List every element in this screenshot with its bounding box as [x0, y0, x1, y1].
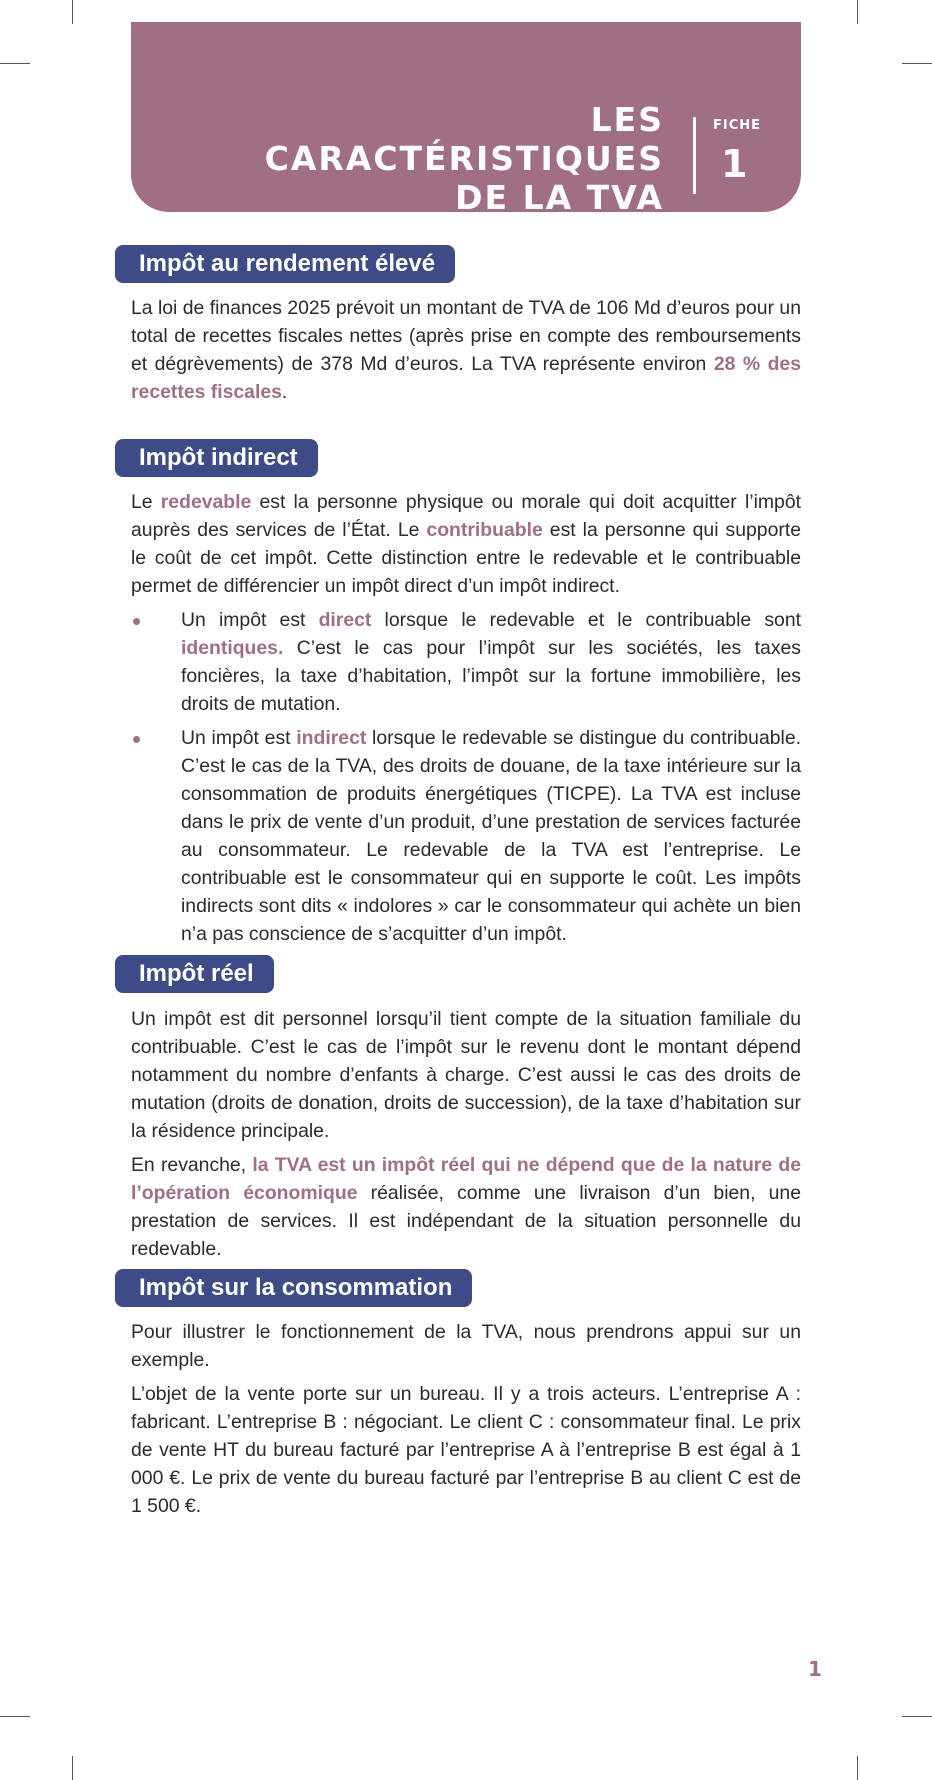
page-number: 1	[808, 1657, 822, 1681]
text: réalisée, comme une livraison d’un bien, une prestation de services. Il est indépendant de la situation personnelle du redevable.	[131, 1182, 801, 1260]
section-heading-consommation: Impôt sur la consommation	[115, 1269, 472, 1307]
text: C’est le cas pour l’impôt sur les sociétés, les taxes foncières, la taxe d’habitation, l’impôt sur la fortune immobilière, les droits de mutation.	[181, 637, 801, 715]
text: En revanche,	[131, 1154, 253, 1176]
title-line-2: DE LA TVA	[455, 178, 664, 217]
section-heading-reel: Impôt réel	[115, 955, 274, 993]
paragraph	[131, 1151, 801, 1263]
highlight-text: identiques.	[181, 637, 284, 659]
text: est la personne qui supporte le coût de cet impôt. Cette distinction entre le redevable et le contribuable permet de différencier un impôt direct d’un impôt indirect.	[131, 519, 802, 597]
paragraph: Un impôt est dit personnel lorsqu’il tient compte de la situation familiale du contribuable. C’est le cas de l’impôt sur le revenu dont le montant dépend notamment du nombre d’enfants à charge. C’est aussi le cas des droits de mutation (droits de donation, droits de succession), de la taxe d’habitation sur la résidence principale.	[131, 1008, 801, 1142]
text: lorsque le redevable se distingue du contribuable. C’est le cas de la TVA, des droits de douane, de la taxe intérieure sur la consommation de produits énergétiques (TICPE). La TVA est incluse dans le prix de vente d’un produit, d’une prestation de services facturée au consommateur. Le redevable de la TVA est l’entreprise. Le contribuable est le consommateur qui en supporte le coût. Les impôts indirects sont dits « indolores » car le consommateur qui achète un bien n’a pas conscience de s’acquitter d’un impôt.	[181, 727, 802, 945]
section-heading-indirect: Impôt indirect	[115, 439, 318, 477]
highlight-text: direct	[318, 609, 372, 631]
bullet-icon	[133, 618, 140, 625]
page-title	[224, 100, 664, 217]
highlight-text: indirect	[296, 727, 367, 749]
crop-mark	[72, 1756, 73, 1780]
highlight-text: redevable	[160, 491, 252, 513]
list-item	[131, 606, 801, 718]
fiche-label: FICHE	[713, 118, 762, 133]
title-line-1: LES CARACTÉRISTIQUES	[264, 100, 664, 178]
crop-mark	[0, 63, 30, 64]
paragraph	[131, 488, 801, 600]
section-body-indirect	[131, 488, 801, 954]
crop-mark	[902, 1716, 932, 1717]
section-body-rendement	[131, 294, 801, 412]
text: Un impôt est	[181, 609, 319, 631]
crop-mark	[72, 0, 73, 24]
crop-mark	[902, 63, 932, 64]
text: est la personne physique ou morale qui doit acquitter l’impôt auprès des services de l’État. Le	[131, 491, 801, 541]
text: .	[281, 381, 288, 403]
highlight-text: contribuable	[426, 519, 543, 541]
crop-mark	[857, 0, 858, 24]
paragraph: Pour illustrer le fonctionnement de la TVA, nous prendrons appui sur un exemple.	[131, 1321, 801, 1371]
section-heading-rendement: Impôt au rendement élevé	[115, 245, 455, 283]
list-item	[131, 724, 801, 948]
bullet-icon	[133, 736, 140, 743]
bullet-list	[131, 606, 801, 948]
fiche-number: 1	[721, 142, 748, 186]
section-body-reel	[131, 1005, 801, 1269]
crop-mark	[0, 1716, 30, 1717]
section-body-consommation	[131, 1318, 801, 1526]
text: Le	[131, 491, 161, 513]
crop-mark	[857, 1756, 858, 1780]
highlight-text: 28 % des recettes fiscales	[131, 353, 801, 403]
paragraph: L’objet de la vente porte sur un bureau. Il y a trois acteurs. L’entreprise A : fabricant. L’entreprise B : négociant. Le client C : consommateur final. Le prix de vente HT du bureau facturé par l’entreprise A à l’entreprise B est égal à 1 000 €. Le prix de vente du bureau facturé par l’entreprise B au client C est de 1 500 €.	[131, 1383, 801, 1517]
highlight-text: la TVA est un impôt réel qui ne dépend que de la nature de l’opération économique	[131, 1154, 801, 1204]
text: La loi de finances 2025 prévoit un montant de TVA de 106 Md d’euros pour un total de recettes fiscales nettes (après prise en compte des remboursements et dégrèvements) de 378 Md d’euros. La TVA représente environ	[131, 297, 801, 375]
text: Un impôt est	[181, 727, 297, 749]
text: lorsque le redevable et le contribuable sont	[371, 609, 801, 631]
header-divider	[693, 117, 696, 194]
paragraph	[131, 294, 801, 406]
header-banner	[131, 22, 801, 217]
